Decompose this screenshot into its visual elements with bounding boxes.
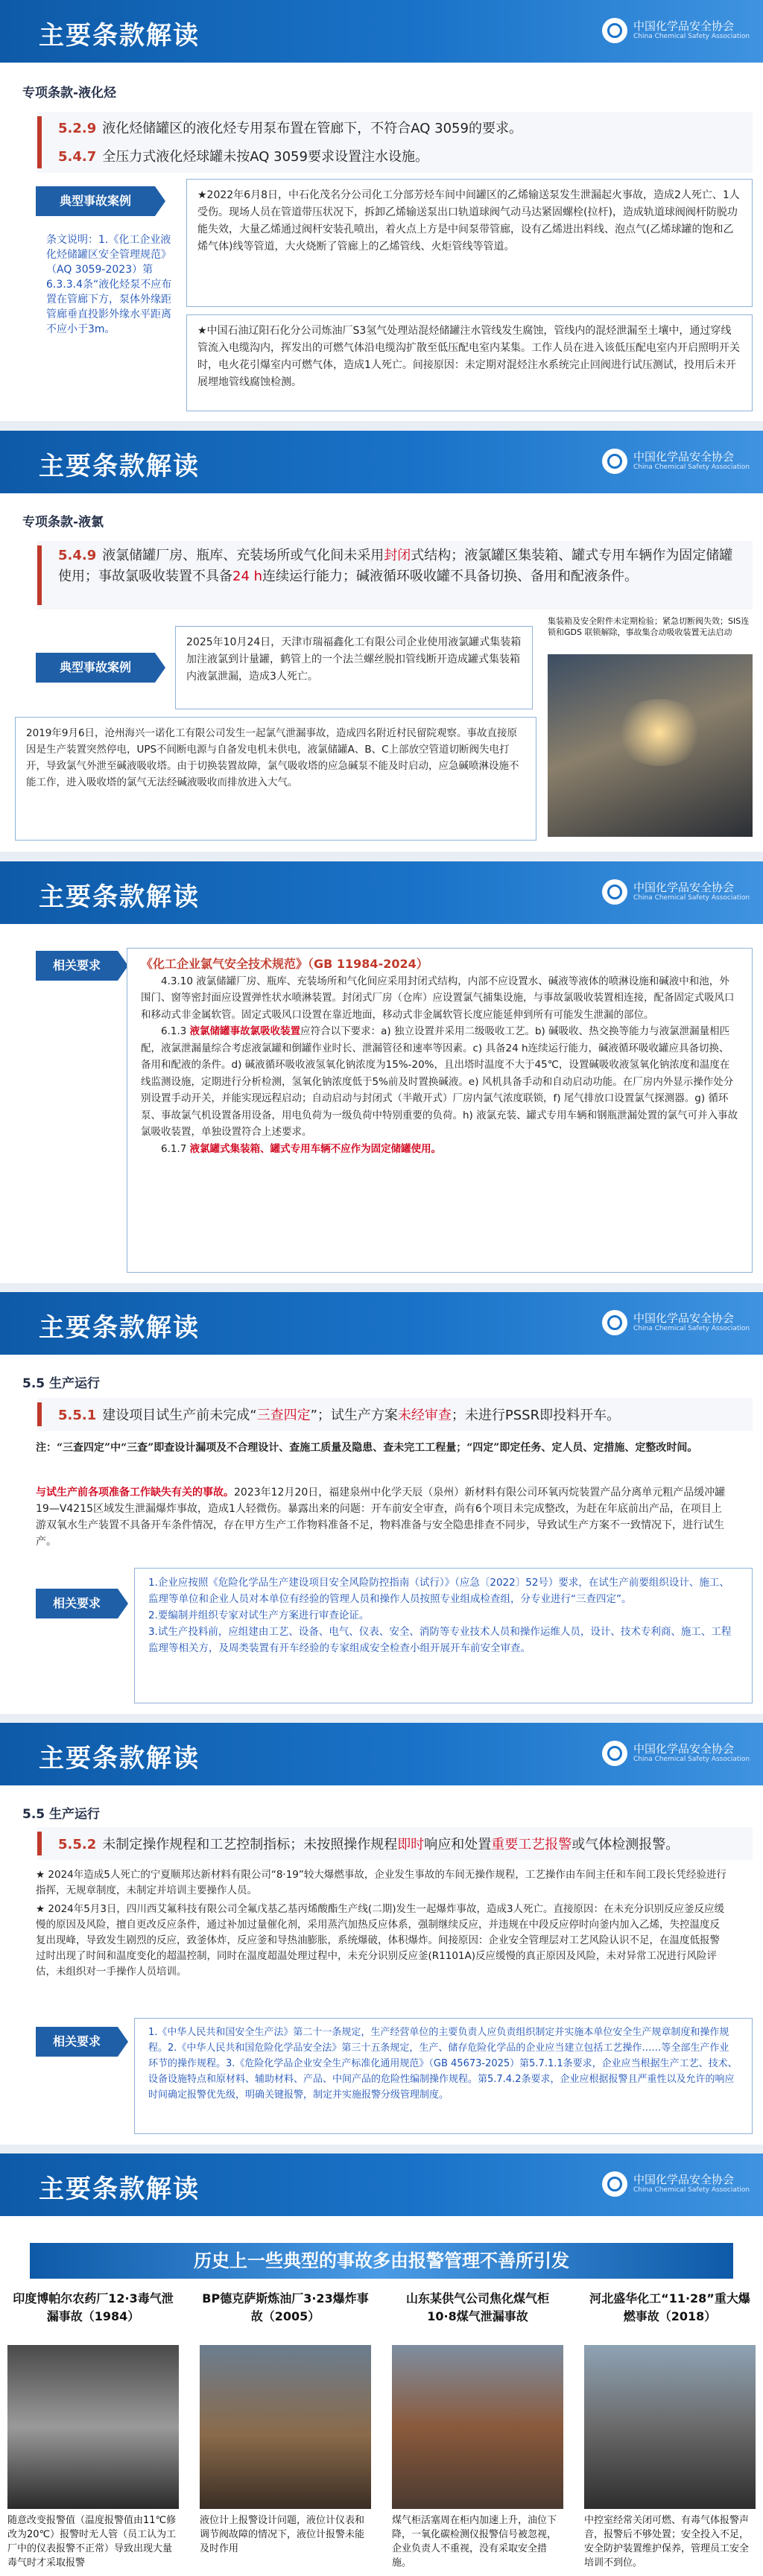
rule-text: 液氯储罐厂房、瓶库、充装场所或气化间未采用 [102,548,384,563]
association-logo [602,1308,750,1338]
requirement-tag: 相关要求 [36,2027,118,2057]
case-tag: 典型事故案例 [36,653,155,683]
history-banner: 历史上一些典型的事故多由报警管理不善所引发 [30,2243,733,2279]
photo-caption: 集装箱及安全附件未定期检验；紧急切断阀失效；SIS连锁和GDS 联锁解除，事故集合动吸收装置无法启动 [548,616,750,637]
rule-text: 响应和处置 [424,1837,492,1852]
slide-title: 主要条款解读 [39,2174,200,2204]
inspection-note: 注：“三查四定”中“三查”即查设计漏项及不合理设计、查施工质量及隐患、查未完工工程量；“四定”即定任务、定人员、定措施、定整改时间。 [36,1442,698,1454]
logo-en: China Chemical Safety Association [633,463,750,471]
ningxia-case: ★ 2024年造成5人死亡的宁夏顺邦达新材料有限公司“8·19”较大爆燃事故，企业发生事故的车间无操作规程，工艺操作由车间主任和车间工段长凭经验进行指挥，无规章制度，未制定并培训主要操作人员。 [36,1869,726,1896]
rule-bar [37,545,42,605]
clause-number: 6.1.3 [161,1025,190,1037]
rule-text: 连续运行能力；碱液循环吸收罐不具备切换、备用和配液条件。 [262,569,639,584]
card-hebei [584,2290,756,2576]
rule-highlight: 重要工艺报警 [491,1837,572,1852]
slide-header [0,2153,763,2216]
slide-chlorine-standard [0,861,763,1283]
slide-title: 主要条款解读 [39,452,200,481]
rule-box [37,1827,753,1860]
slide-header [0,0,763,63]
association-logo [602,1739,750,1769]
rule-5-5-2 [58,1834,679,1853]
rule-number: 5.5.1 [58,1408,97,1423]
clause-text: 应符合以下要求：a) 独立设置并采用二级吸收工艺。b) 碱吸收、热交换等能力与液氯泄漏量相匹配，液氯泄漏量综合考虑液氯罐和倒罐作业时长、泄漏管径和速率等因素。c) 具备24 h连续运行能力，碱液循环吸收罐应具备切换、备用和配液的条件。d) 碱液循环吸收液氢氧化钠浓度为15%-20%，且出塔时温度不大于45℃，设置碱吸收液氢氧化钠浓度和温度在线监测设施，定期进行分析检测，氢氧化钠浓度低于5%前及时置换碱液。e) 风机具备手动和自动启动功能。在厂房内外显示操作处分别设置手动开关，并能实现远程启动；自动启动与封闭式（半敞开式）厂房内氯气浓度联锁，f) 尾气排放口设置氯气探测器。g) 循环泵、事故氯气机设置备用设备，用电负荷为一级负荷中特别重要的负荷。h) 液氯充装、罐式专用车辆和钢瓶泄漏处置的氯气可并入事故氯吸收装置，单独设置符合上述要求。 [141,1025,738,1138]
logo-cn: 中国化学品安全协会 [633,1742,735,1756]
rule-highlight: 未经审查 [397,1408,452,1423]
rule-text: 液化烃储罐区的液化烃专用泵布置在管廊下，不符合AQ 3059的要求。 [102,121,522,136]
logo-en: China Chemical Safety Association [633,1756,750,1763]
bp-texas-photo [200,2345,371,2509]
slide-trial-production [0,1292,763,1714]
rule-5-2-9 [58,118,522,137]
card-description: 中控室经常关闭可燃、有毒气体报警声音，报警后不够处置；安全投入不足，安全防护装置维护保养，管理员工安全培训不到位。 [584,2515,750,2569]
requirement-2: 2.要编制并组织专家对试生产方案进行审查论证。 [148,1610,370,1621]
case-maoming: ★2022年6月8日，中石化茂名分公司化工分部芳烃车间中间罐区的乙烯输送泵发生泄漏起火事故，造成2人死亡、1人受伤。现场人员在管道带压状况下，拆卸乙烯输送泵出口轨道球阀气动马达紧固螺栓(拉杆)，造成轨道球阀阀杆防脱功能失效，大量乙烯通过阀杆安装孔喷出，着火点上方是中间泵带管廊，设有乙烯进出料线、泡点气(乙烯球罐的饱和乙烯气体)线等管道，大火烧断了管廊上的乙烯管线、火炬管线等管道。 [186,179,753,307]
rule-text: ；未进行PSSR即投料开车。 [451,1408,621,1423]
slide-header [0,431,763,493]
section-title: 专项条款-液氯 [22,515,104,530]
accident-photo [548,654,753,837]
rule-bar [37,1402,42,1426]
standard-title: 《化工企业氯气安全技术规范》（GB 11984-2024） [141,957,428,971]
rule-highlight: 三查四定 [256,1408,311,1423]
slide-header [0,1292,763,1355]
association-logo [602,447,750,477]
clause-6-1-3 [141,1023,738,1141]
logo-cn: 中国化学品安全协会 [633,1311,735,1325]
hebei-photo [584,2345,756,2509]
logo-en: China Chemical Safety Association [633,2186,750,2194]
emblem-icon [602,1741,627,1766]
rule-5-4-7 [58,146,428,165]
card-bhopal [7,2290,179,2576]
association-logo [602,2170,750,2200]
emblem-icon [602,1310,627,1335]
rule-text: 或气体检测报警。 [572,1837,680,1852]
bhopal-photo [7,2345,179,2509]
clause-4-3-10: 4.3.10 液氯储罐厂房、瓶库、充装场所和气化间应采用封闭式结构，内部不应设置水、碱液等液体的喷淋设施和碱液中和池，外围门、窗等密封面应设置弹性状水喷淋装置。封闭式厂房（仓库）应设置氯气捕集设施，与事故氯吸收装置相连接，配备固定式吸风口和移动式非金属软管。固定式吸风口设置在靠近地面，移动式非金属软管长度应能延伸到所有可能发生泄漏的部位。 [141,975,735,1021]
rule-highlight: 24 h [232,569,263,584]
rule-highlight: 即时 [397,1837,425,1852]
section-title: 5.5 生产运行 [22,1807,101,1822]
emblem-icon [602,449,627,474]
clause-highlight: 液氯罐式集装箱、罐式专用车辆不应作为固定储罐使用。 [189,1142,442,1155]
card-title: BP德克萨斯炼油厂3·23爆炸事故（2005） [200,2290,371,2342]
rule-5-5-1 [58,1405,620,1424]
clause-highlight: 液氯储罐事故氯吸收装置 [189,1025,301,1037]
card-title: 山东某供气公司焦化煤气柜10·8煤气泄漏事故 [392,2290,563,2342]
card-bp-texas [200,2290,371,2576]
requirement-box: 1.《中华人民共和国安全生产法》第二十一条规定，生产经营单位的主要负责人应负责组织制定并实施本单位安全生产规章制度和操作规程。2.《中华人民共和国危险化学品安全法》第三十五条规定，生产、储存危险化学品的企业应当建立包括工艺操作……等全部生产作业环节的操作规程。3.《危险化学品企业安全生产标准化通用规范》（GB 45673-2025）第5.7.1.1条要求，企业应当根据生产工艺、技术、设备设施特点和原材料、辅助材料、产品、中间产品的危险性编制操作规程。第5.7.4.2条要求，企业应根据报警且严重性以及允许的响应时间确定报警优先级，明确关键报警，制定并实施报警分级管理制度。 [134,2018,753,2134]
rule-text: 建设项目试生产前未完成“ [102,1408,257,1423]
rule-number: 5.5.2 [58,1837,97,1852]
clause-6-1-7 [141,1141,738,1158]
rule-text: 未制定操作规程和工艺控制指标；未按照操作规程 [102,1837,398,1852]
rule-bar [37,116,42,168]
rule-bar [37,1832,42,1855]
slide-liquefied-hydrocarbon [0,0,763,421]
logo-en: China Chemical Safety Association [633,894,750,902]
logo-en: China Chemical Safety Association [633,1325,750,1332]
section-title: 专项条款-液化烃 [22,86,117,101]
emblem-icon [602,879,627,905]
clause-note: 条文说明：1.《化工企业液化烃储罐区安全管理规范》（AQ 3059-2023）第6.3.3.4条“液化烃泵不应布置在管廊下方，泵体外缘距管廊垂直投影外缘水平距离不应小于3m。 [46,234,172,335]
card-description: 煤气柜活塞周在柜内加速上升，油位下降，一氧化碳检测仪报警信号被忽视，企业负责人不重视，没有采取安全措施。 [392,2515,557,2569]
logo-cn: 中国化学品安全协会 [633,19,735,33]
emblem-icon [602,18,627,43]
section-title: 5.5 生产运行 [22,1376,101,1391]
slide-header [0,861,763,924]
standard-box [127,948,753,1273]
requirement-1: 1.企业应按照《危险化学品生产建设项目安全风险防控指南（试行）》（应急〔2022〕52号）要求，在试生产前要组织设计、施工、监理等单位和企业人员对本单位有经验的管理人员和操作人员按照专业组成检查组，分专业进行“三查四定”。 [148,1577,729,1605]
case-text: 2023年12月20日，福建泉州中化学天辰（泉州）新材料有限公司环氧丙烷装置产品分离单元粗产品缓冲罐19—V4215区域发生泄漏爆炸事故，造成1人轻微伤。暴露出来的问题：开车前安全审查，尚有6个项目未完成整改，为赶在年底前出产品，在项目上游双氧水生产装置不具备开车条件情况，存在甲方生产工作物料准备不足，物料准备与安全隐患排查不同步，导致试生产方案不一致情况下，进行试生产。 [36,1487,726,1548]
association-logo [602,16,750,46]
case-liaoyang: ★中国石油辽阳石化分公司炼油厂S3氢气处理站混烃储罐注水管线发生腐蚀，管线内的混烃泄漏至土壤中，通过穿线管流入电缆沟内，挥发出的可燃气体沿电缆沟扩散至低压配电室内某集。工作人员在进入该低压配电室内开启照明开关时，电火花引爆室内可燃气体，造成1人死亡。间接原因：未定期对混烃注水系统完止回阀进行试压测试，投用后未开展埋地管线腐蚀检测。 [186,314,753,411]
case-cangzhou: 2019年9月6日，沧州海兴一诺化工有限公司发生一起氯气泄漏事故，造成四名附近村民留院观察。事故直接原因是生产装置突然停电，UPS不间断电源与自备发电机未供电，液氯储罐A、B、C上部放空管道切断阀失电打开，导致氯气外泄至碱液吸收塔。由于切换装置故障，氯气吸收塔的应急碱泵不能及时启动，应急碱喷淋设施不能工作，进入吸收塔的氯气无法经碱液吸收而排放进入大气。 [15,717,536,841]
rule-box [37,112,753,173]
slide-title: 主要条款解读 [39,1744,200,1773]
rule-number: 5.4.7 [58,149,97,165]
rule-box [37,541,753,610]
emblem-icon [602,2171,627,2197]
fujian-case [36,1484,729,1550]
requirement-tag: 相关要求 [36,1589,118,1618]
rule-box [37,1398,753,1431]
rule-number: 5.2.9 [58,121,97,136]
case-tianjin: 2025年10月24日，天津市瑞福鑫化工有限公司企业使用液氯罐式集装箱加注液氯到计量罐，鹤管上的一个法兰螺丝脱扣管线断开造成罐式集装箱内液氯泄漏，造成3人死亡。 [175,626,533,709]
rule-5-4-9 [58,545,740,587]
card-description: 随意改变报警值（温度报警值由11℃修改为20℃）报警时无人管（员工认为工厂中的仪表报警不正常）导致出现大量毒气时才采取报警 [7,2515,177,2569]
slide-alarm-accidents [0,2153,763,2576]
requirement-box [134,1568,753,1703]
logo-cn: 中国化学品安全协会 [633,881,735,894]
rule-number: 5.4.9 [58,548,97,563]
slide-title: 主要条款解读 [39,882,200,912]
card-shandong [392,2290,563,2576]
sichuan-case: ★ 2024年5月3日，四川西艾氟科技有限公司全氟戊基乙基丙烯酸酯生产线(二期)发生一起爆炸事故，造成3人死亡。直接原因：在未充分识别反应釜反应缓慢的原因及风险，擅自更改反应条件，通过补加过量催化剂，采用蒸汽加热反应体系，强制继续反应，并违规在中段反应停时向釜内加入乙烯，失控温度反复出现峰，导致发生剧烈的反应，致釜体炸，反应釜和导热油膨胀，系统爆破，体积爆炸。间接原因：企业安全管理层对工艺风险认识不足，在温度低报警过时出现了时间和温度变化的超温控制，同时在温度超温处理过程中，未充分识别反应釜(R1101A)反应缓慢的真正原因及风险，未对异常工况进行风险评估，未组织对一手操作人员培训。 [36,1903,725,1978]
shandong-photo [392,2345,563,2509]
card-description: 液位计上报警设计问题，液位计仪表和调节阀故障的情况下，液位计报警未能及时作用 [200,2515,365,2554]
clause-number: 6.1.7 [161,1142,190,1155]
slide-liquid-chlorine [0,431,763,852]
slide-title: 主要条款解读 [39,1313,200,1343]
requirement-tag: 相关要求 [36,951,118,981]
card-title: 印度博帕尔农药厂12·3毒气泄漏事故（1984） [7,2290,179,2342]
rule-text: ”；试生产方案 [310,1408,398,1423]
photo-light [615,699,704,766]
association-logo [602,878,750,908]
rule-text: 全压力式液化烃球罐未按AQ 3059要求设置注水设施。 [102,149,428,165]
logo-cn: 中国化学品安全协会 [633,2173,735,2186]
slide-title: 主要条款解读 [39,21,200,51]
slide-operating-procedures [0,1723,763,2145]
rule-highlight: 封闭 [384,548,411,563]
logo-en: China Chemical Safety Association [633,33,750,40]
case-tag: 典型事故案例 [36,186,155,216]
case-highlight: 与试生产前各项准备工作缺失有关的事故。 [36,1487,234,1499]
card-title: 河北盛华化工“11·28”重大爆燃事故（2018） [584,2290,756,2342]
rule-text: 式结构；液氯罐区集装箱、罐式专用车辆作为固定储罐使用；事故氯吸收装置不具备 [58,548,733,584]
slide-header [0,1723,763,1785]
logo-cn: 中国化学品安全协会 [633,450,735,463]
requirement-3: 3.试生产投料前，应组建由工艺、设备、电气、仪表、安全、消防等专业技术人员和操作运维人员，设计、技术专利商、施工、工程监理等相关方，及周类装置有开车经验的专家组成安全检查小组开展开车前安全审查。 [148,1626,732,1654]
